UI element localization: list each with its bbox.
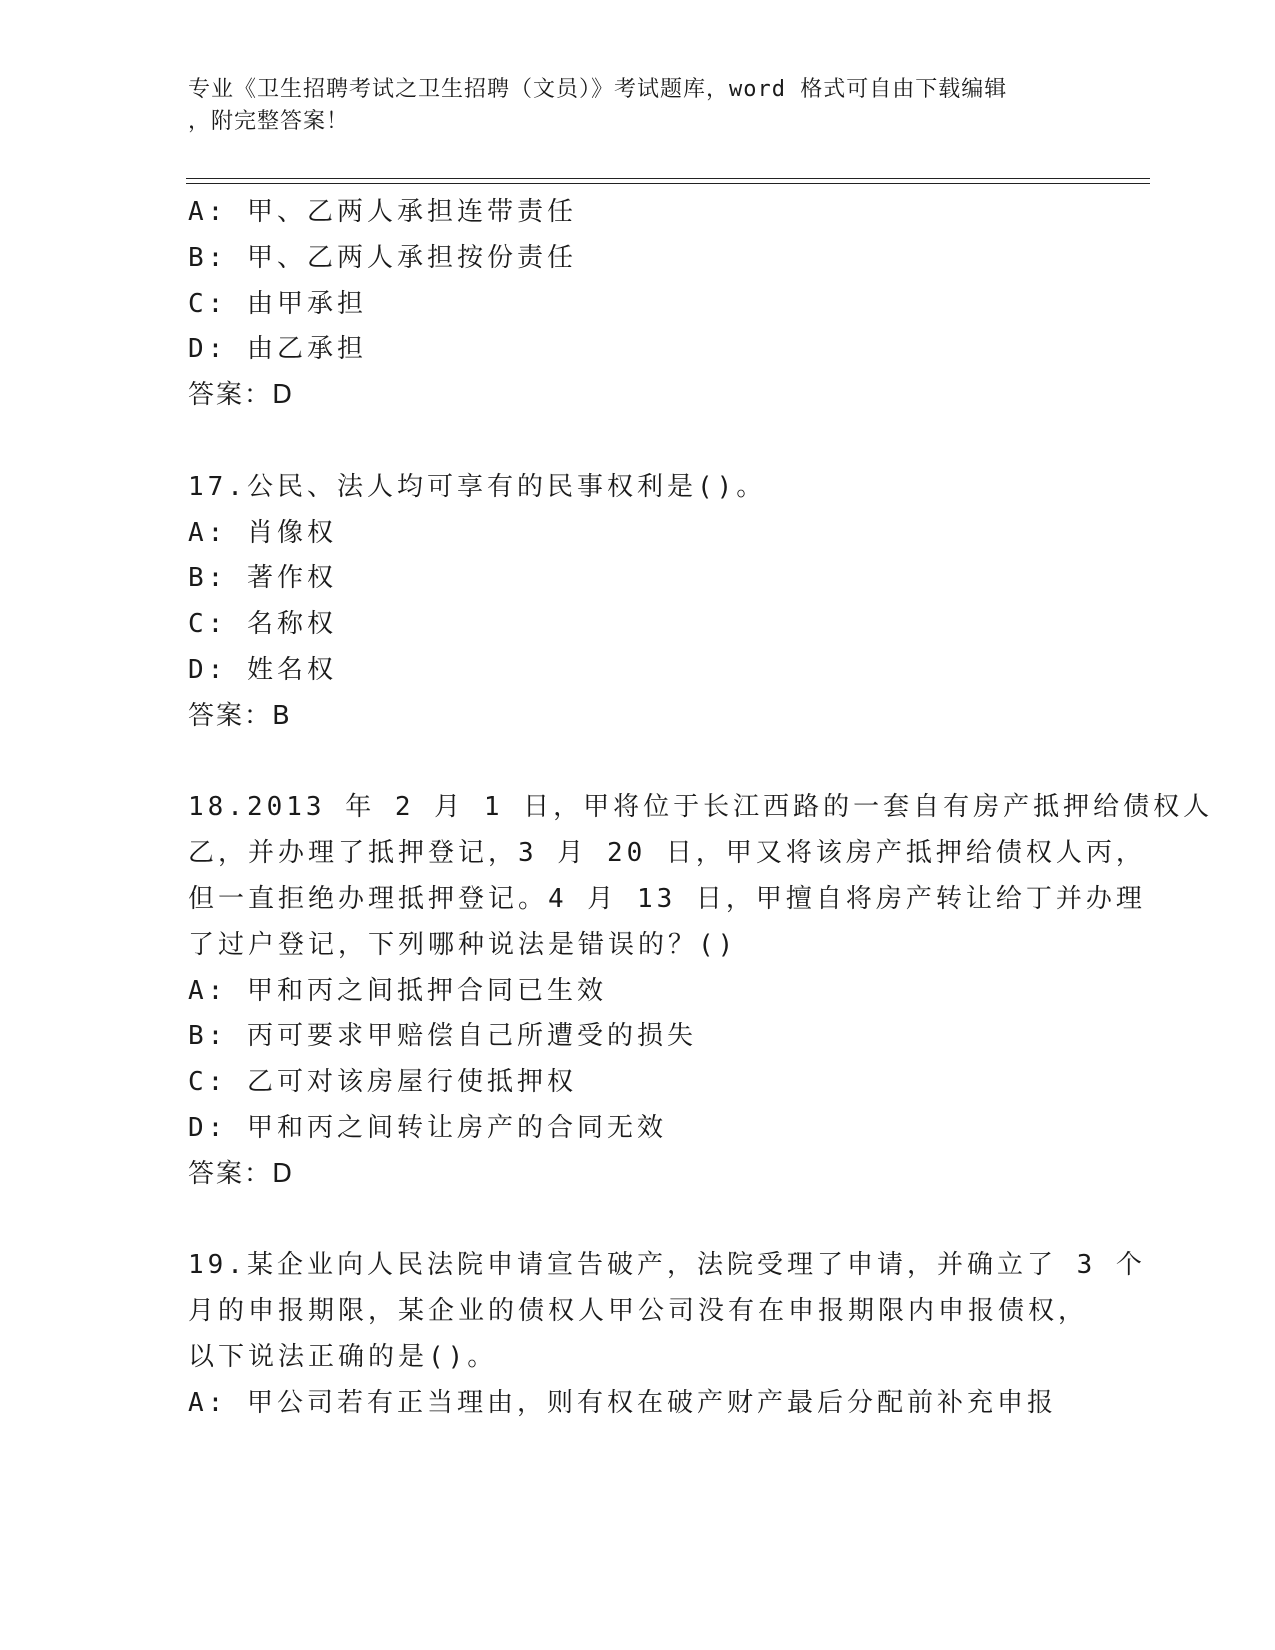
question-16 <box>188 190 1088 419</box>
question-stem: 17.公民、法人均可享有的民事权利是()。 <box>188 471 767 502</box>
header-rule-bottom <box>186 183 1150 184</box>
option-a: A: 甲和丙之间抵押合同已生效 <box>188 975 607 1006</box>
option-b: B: 著作权 <box>188 563 337 594</box>
option-d: D: 甲和丙之间转让房产的合同无效 <box>188 1112 667 1143</box>
option-a: A: 甲、乙两人承担连带责任 <box>188 197 577 227</box>
option-d: D: 姓名权 <box>188 654 337 685</box>
document-body <box>188 190 1214 1427</box>
question-stem-line-1: 18.2013 年 2 月 1 日，甲将位于长江西路的一套自有房产抵押给债权人 <box>188 792 1214 823</box>
option-a: A: 甲公司若有正当理由，则有权在破产财产最后分配前补充申报 <box>188 1387 1057 1418</box>
option-c: C: 名称权 <box>188 609 337 640</box>
question-stem-line-3: 以下说法正确的是()。 <box>188 1341 498 1372</box>
question-stem-line-4: 了过户登记，下列哪种说法是错误的？() <box>188 929 738 960</box>
spacer <box>188 1198 1088 1244</box>
question-19 <box>188 1243 1146 1426</box>
spacer <box>188 419 1088 465</box>
option-c: C: 乙可对该房屋行使抵押权 <box>188 1067 577 1098</box>
header-rule-top <box>186 178 1150 179</box>
question-stem-line-2: 月的申报期限，某企业的债权人甲公司没有在申报期限内申报债权， <box>188 1296 1089 1327</box>
spacer <box>188 740 1088 786</box>
answer-line: 答案：B <box>188 700 292 731</box>
option-a: A: 肖像权 <box>188 517 337 548</box>
option-b: B: 甲、乙两人承担按份责任 <box>188 242 577 273</box>
answer-line: 答案：D <box>188 380 295 411</box>
header-line-1: 专业《卫生招聘考试之卫生招聘（文员）》考试题库，word 格式可自由下载编辑 <box>188 77 1008 102</box>
question-17 <box>188 465 1088 740</box>
question-stem-line-2: 乙，并办理了抵押登记，3 月 20 日，甲又将该房产抵押给债权人丙， <box>188 838 1146 869</box>
option-d: D: 由乙承担 <box>188 334 367 365</box>
question-18 <box>188 785 1214 1197</box>
option-c: C: 由甲承担 <box>188 288 367 319</box>
option-b: B: 丙可要求甲赔偿自己所遭受的损失 <box>188 1021 697 1052</box>
question-stem-line-3: 但一直拒绝办理抵押登记。4 月 13 日，甲擅自将房产转让给丁并办理 <box>188 883 1146 914</box>
question-stem-line-1: 19.某企业向人民法院申请宣告破产，法院受理了申请，并确立了 3 个 <box>188 1250 1146 1281</box>
answer-line: 答案：D <box>188 1158 295 1189</box>
document-header <box>188 74 1088 138</box>
header-line-2: ，附完整答案！ <box>188 109 350 134</box>
